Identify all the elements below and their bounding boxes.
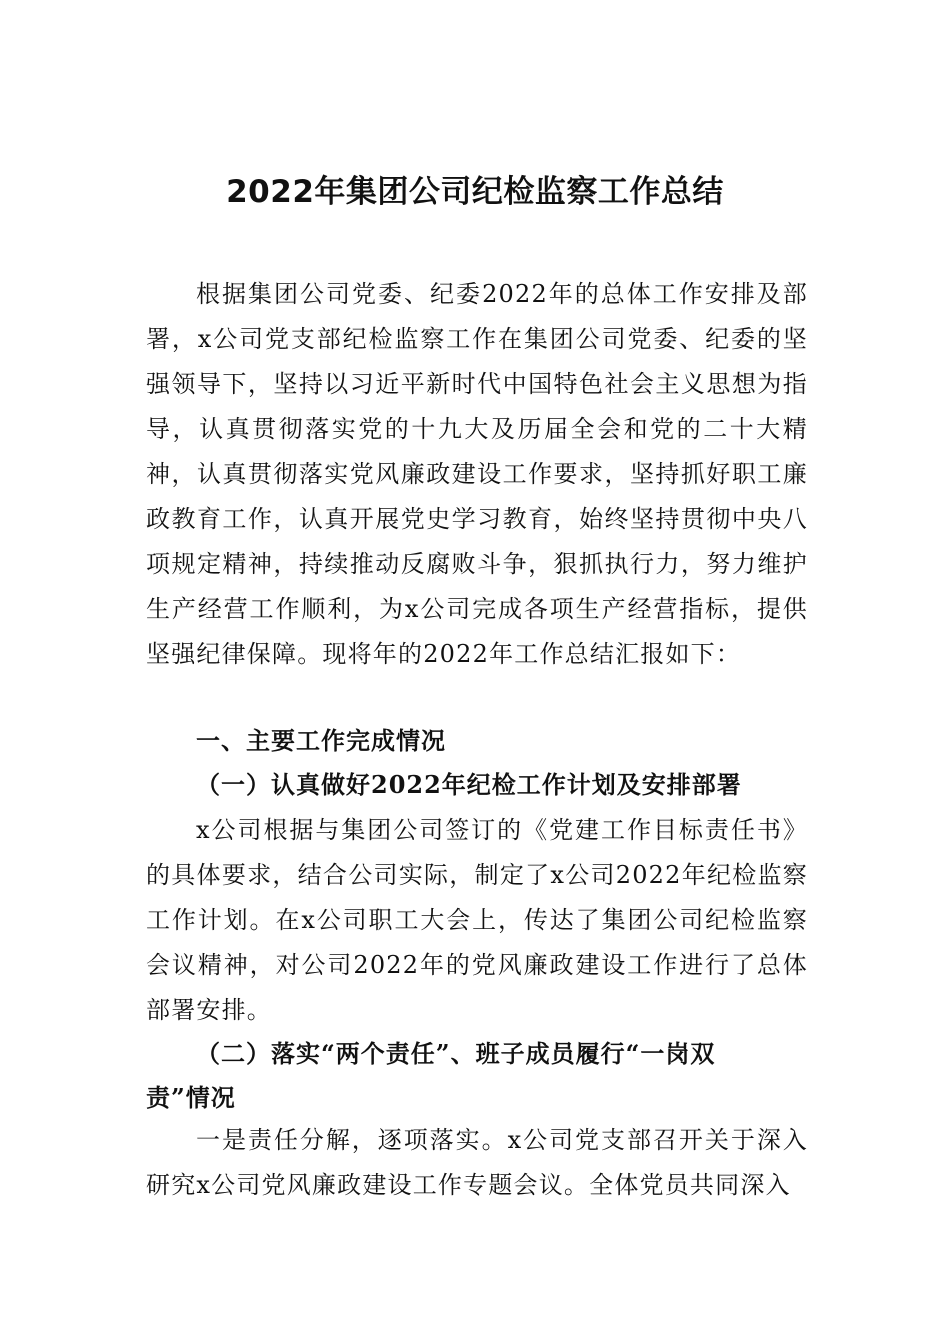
intro-paragraph: 根据集团公司党委、纪委2022年的总体工作安排及部署，x公司党支部纪检监察工作在集团公司党委、纪委的坚强领导下，坚持以习近平新时代中国特色社会主义思想为指导，认真贯彻落实党的十九大及历届全会和党的二十大精神，认真贯彻落实党风廉政建设工作要求，坚持抓好职工廉政教育工作，认真开展党史学习教育，始终坚持贯彻中央八项规定精神，持续推动反腐败斗争，狠抓执行力，努力维护生产经营工作顺利，为x公司完成各项生产经营指标，提供坚强纪律保障。现将年的2022年工作总结汇报如下： [146, 280, 808, 668]
subsection-responsibility-paragraph: 一是责任分解，逐项落实。x公司党支部召开关于深入研究x公司党风廉政建设工作专题会议。全体党员共同深入 [146, 1126, 808, 1199]
subsection-plan-paragraph: x公司根据与集团公司签订的《党建工作目标责任书》的具体要求，结合公司实际，制定了x公司2022年纪检监察工作计划。在x公司职工大会上，传达了集团公司纪检监察会议精神，对公司2022年的党风廉政建设工作进行了总体部署安排。 [146, 816, 808, 1024]
document-title: 2022年集团公司纪检监察工作总结 [226, 174, 724, 210]
section-heading-main-work: 一、主要工作完成情况 [196, 727, 446, 755]
subsection-heading-plan: （一）认真做好2022年纪检工作计划及安排部署 [196, 770, 742, 799]
subsection-heading-responsibility-line2: 责”情况 [146, 1083, 236, 1112]
subsection-heading-responsibility-line1: （二）落实“两个责任”、班子成员履行“一岗双 [196, 1039, 716, 1068]
